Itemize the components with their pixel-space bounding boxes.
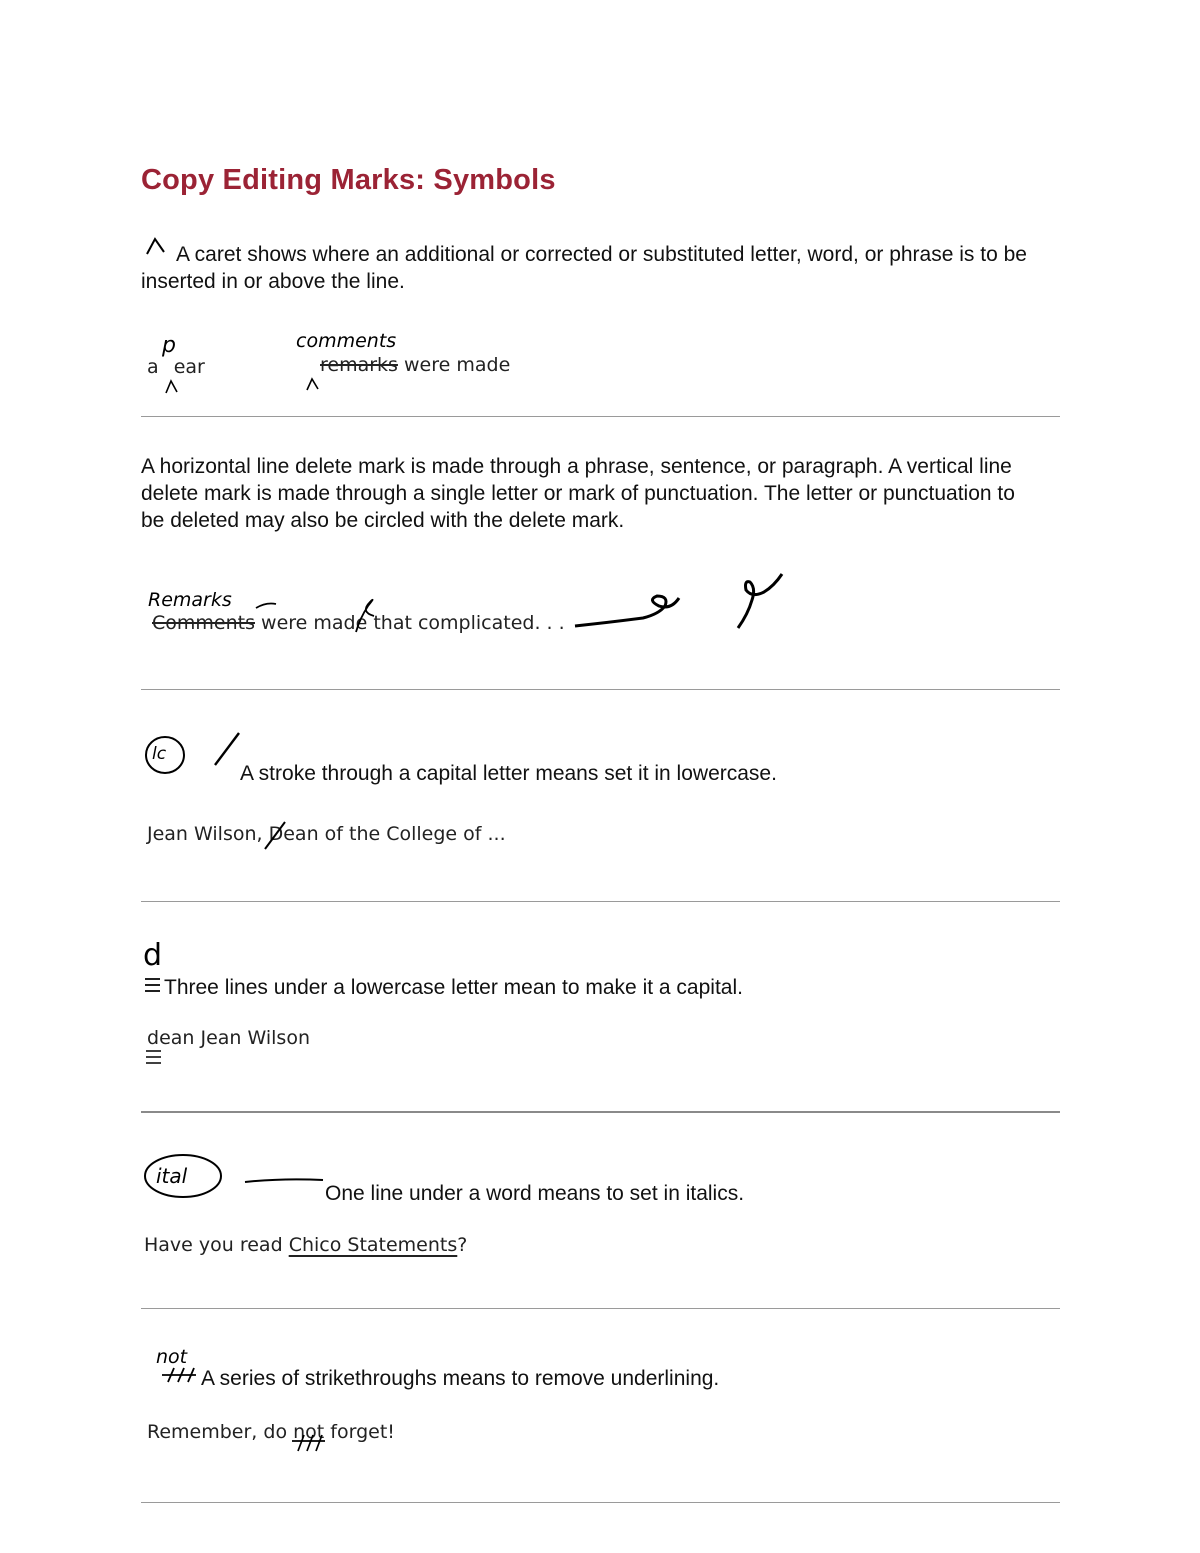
ital-mark-text: ital [156, 1164, 188, 1188]
caret-example-word [147, 356, 205, 378]
divider [141, 1111, 1060, 1113]
slash-mark-icon [212, 730, 242, 768]
inserted-word: comments [296, 330, 397, 352]
struck-word: Comments [152, 612, 255, 634]
horizontal-delete-mark-icon [573, 584, 683, 632]
lowercase-example [147, 823, 506, 845]
example-text: were made that complicated. . . [261, 612, 565, 634]
capital-description: Three lines under a lowercase letter mean to make it a capital. [164, 976, 743, 999]
caret-description: A caret shows where an additional or corrected or substituted letter, word, or phrase is to be inserted in or above the line. [141, 243, 1027, 293]
caret-icon [305, 376, 321, 392]
example-text: Jean Wilson, [147, 823, 269, 845]
delete-description: A horizontal line delete mark is made through a phrase, sentence, or paragraph. A vertical line delete mark is made through a single letter or mark of punctuation. The letter or punctuation to be deleted may also be circled with the delete mark. [141, 455, 1015, 532]
divider [141, 1308, 1060, 1309]
struck-capital: D [269, 823, 284, 845]
vertical-delete-mark-icon [734, 570, 788, 632]
inserted-letter: p [162, 333, 176, 358]
capital-example [147, 1027, 310, 1049]
example-text: ear [173, 356, 205, 378]
divider [141, 901, 1060, 902]
strikethrough-series-icon [160, 1366, 198, 1384]
triple-underline-icon [143, 976, 163, 994]
delete-loop-mark [252, 596, 382, 640]
divider [141, 1502, 1060, 1503]
page-title: Copy Editing Marks: Symbols [141, 164, 556, 196]
lowercase-description: A stroke through a capital letter means set it in lowercase. [240, 762, 777, 785]
example-text: were made [404, 354, 511, 376]
capital-symbol-letter: d [143, 938, 163, 973]
divider [141, 416, 1060, 417]
single-underline-icon [243, 1176, 325, 1186]
example-text: ean of the College of ... [283, 823, 506, 845]
example-text: a [147, 356, 159, 378]
divider [141, 689, 1060, 690]
example-text: ean Jean Wilson [159, 1027, 310, 1049]
example-text: ? [457, 1234, 468, 1256]
lc-mark-text: lc [152, 744, 167, 764]
italics-description: One line under a word means to set in italics. [325, 1182, 745, 1205]
italics-example [144, 1234, 467, 1256]
caret-icon [164, 378, 180, 394]
example-text: forget! [324, 1421, 395, 1443]
strikethrough-description: A series of strikethroughs means to remove underlining. [201, 1367, 720, 1390]
inserted-word: Remarks [148, 589, 232, 611]
underlined-title: Chico Statements [288, 1234, 458, 1256]
struck-word: remarks [320, 354, 398, 376]
strikethrough-example [147, 1421, 395, 1443]
underline-removed-word: not [293, 1421, 324, 1443]
underlined-letter: d [147, 1027, 159, 1049]
example-text: Have you read [144, 1234, 289, 1256]
example-text: Remember, do [147, 1421, 294, 1443]
caret-example-sentence [320, 354, 510, 376]
strikethrough-symbol-word: not [156, 1346, 188, 1368]
